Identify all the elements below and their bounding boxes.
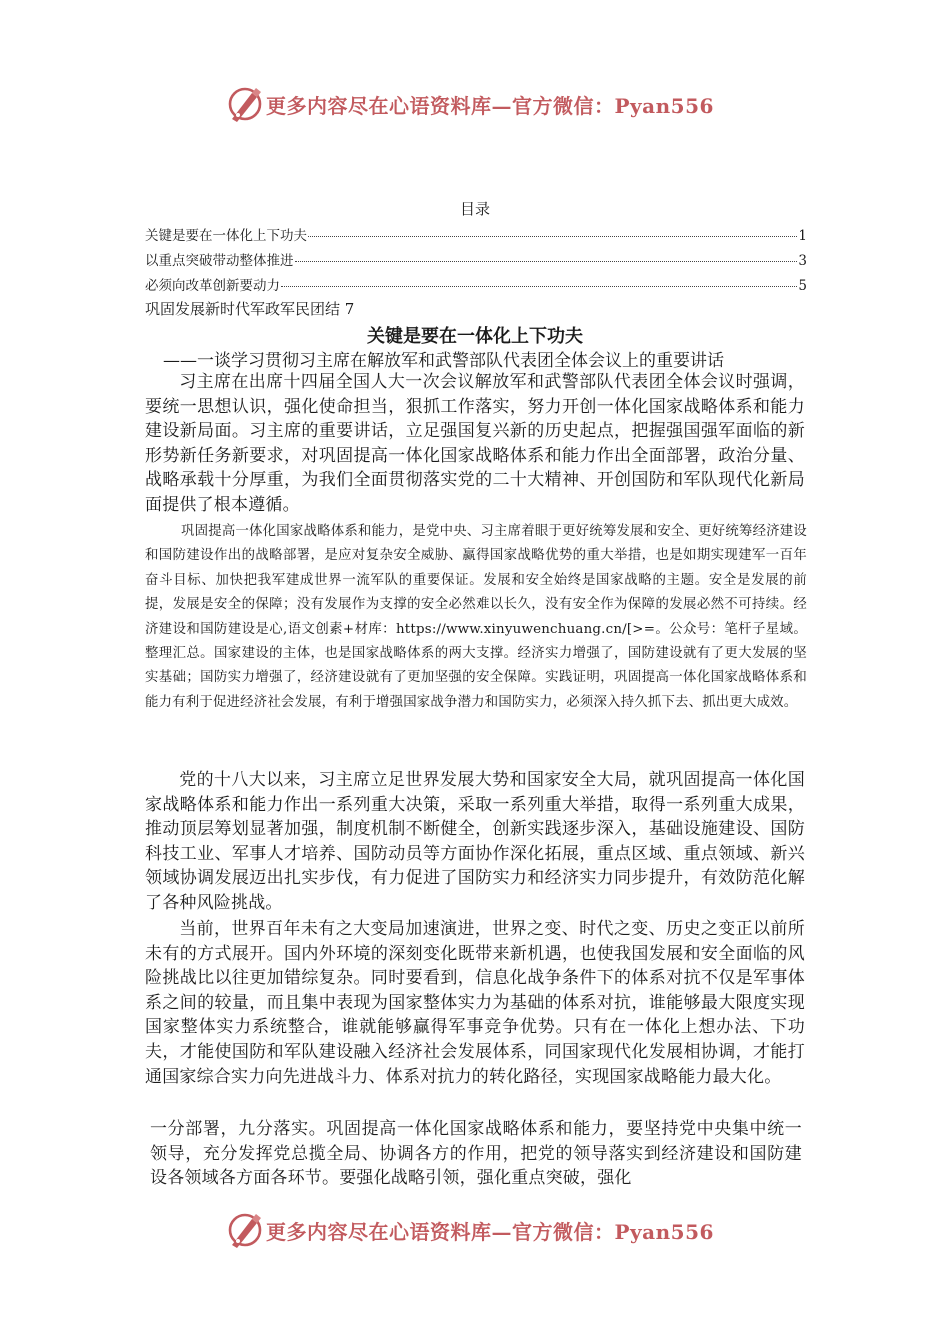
paragraph-text: 当前，世界百年未有之大变局加速演进，世界之变、时代之变、历史之变正以前所未有的方式展开。国内外环境的深刻变化既带来新机遇，也使我国发展和安全面临的风险挑战比以往更加错综复杂。同时要看到，信息化战争条件下的体系对抗不仅是军事体系之间的较量，而且集中表现为国家整体实力为基础的体系对抗，谁能够最大限度实现国家整体实力系统整合，谁就能够赢得军事竞争优势。只有在一体化上想办法、下功夫，才能使国防和军队建设融入经济社会发展体系，同国家现代化发展相协调，才能打通国家综合实力向先进战斗力、体系对抗力的转化路径，实现国家战略能力最大化。 [145, 919, 805, 1087]
fountain-pen-logo-icon [226, 1210, 264, 1250]
paragraph-text: 党的十八大以来，习主席立足世界发展大势和国家安全大局，就巩固提高一体化国家战略体系和能力作出一系列重大决策，采取一系列重大举措，取得一系列重大成果，推动顶层筹划显著加强，制度机制不断健全，创新实践逐步深入，基础设施建设、国防科技工业、军事人才培养、国防动员等方面协作深化拓展，重点区域、重点领域、新兴领域协调发展迈出扎实步伐，有力促进了国防实力和经济实力同步提升，有效防范化解了各种风险挑战。 [145, 770, 805, 913]
paragraph-text: 一分部署，九分落实。巩固提高一体化国家战略体系和能力，要坚持党中央集中统一领导，充分发挥党总揽全局、协调各方的作用，把党的领导落实到经济建设和国防建设各领域各方面各环节。要强化战略引领，强化重点突破，强化 [150, 1119, 802, 1189]
toc-entry-page: 1 [798, 228, 807, 244]
toc-entry[interactable] [145, 224, 807, 244]
banner-text: 更多内容尽在心语资料库—官方微信：Pyan556 [266, 1220, 714, 1244]
paragraph [145, 768, 805, 916]
toc-entry-title[interactable]: 关键是要在一体化上下功夫 [145, 228, 307, 244]
toc-leader-dots [281, 286, 797, 287]
paragraph [145, 917, 805, 1089]
toc-entry-page: 5 [798, 278, 807, 294]
paragraph-text: 巩固提高一体化国家战略体系和能力，是党中央、习主席着眼于更好统筹发展和安全、更好统筹经济建设和国防建设作出的战略部署，是应对复杂安全威胁、赢得国家战略优势的重大举措，也是如期实现建军一百年奋斗目标、加快把我军建成世界一流军队的重要保证。发展和安全始终是国家战略的主题。安全是发展的前提，发展是安全的保障；没有发展作为支撑的安全必然难以长久，没有安全作为保障的发展必然不可持续。经济建设和国防建设是心,语文创素+材库：https://www.xinyuwenchuang.cn/[>=。公众号：笔杆子星域。整理汇总。国家建设的主体，也是国家战略体系的两大支撑。经济实力增强了，国防建设就有了更大发展的坚实基础；国防实力增强了，经济建设就有了更加坚强的安全保障。实践证明，巩固提高一体化国家战略体系和能力有利于促进经济社会发展，有利于增强国家战争潜力和国防实力，必须深入持久抓下去、抓出更大成效。 [145, 524, 807, 710]
paragraph [145, 520, 807, 715]
toc-entry[interactable] [145, 249, 807, 269]
toc-entry-title[interactable]: 以重点突破带动整体推进 [145, 253, 294, 269]
toc-entry-page: 3 [798, 253, 807, 269]
toc-entry-title[interactable]: 必须向改革创新要动力 [145, 278, 280, 294]
paragraph-text: 习主席在出席十四届全国人大一次会议解放军和武警部队代表团全体会议时强调，要统一思想认识，强化使命担当，狠抓工作落实，努力开创一体化国家战略体系和能力建设新局面。习主席的重要讲话，立足强国复兴新的历史起点，把握强国强军面临的新形势新任务新要求，对巩固提高一体化国家战略体系和能力作出全面部署，政治分量、战略承载十分厚重，为我们全面贯彻落实党的二十大精神、开创国防和军队现代化新局面提供了根本遵循。 [145, 372, 805, 515]
article-title: 关键是要在一体化上下功夫 [367, 326, 583, 347]
toc-title: 目录 [459, 200, 490, 218]
paragraph [150, 1117, 802, 1191]
footer-banner [0, 1210, 950, 1250]
toc-entry-plain[interactable]: 巩固发展新时代军政军民团结 7 [145, 300, 355, 318]
paragraph [145, 370, 805, 518]
toc-leader-dots [308, 236, 797, 237]
header-banner [0, 84, 950, 124]
fountain-pen-logo-icon [226, 84, 264, 124]
toc-entry[interactable] [145, 274, 807, 294]
toc-leader-dots [295, 261, 798, 262]
article-subtitle: ——一谈学习贯彻习主席在解放军和武警部队代表团全体会议上的重要讲话 [163, 351, 724, 371]
banner-text: 更多内容尽在心语资料库—官方微信：Pyan556 [266, 94, 714, 118]
